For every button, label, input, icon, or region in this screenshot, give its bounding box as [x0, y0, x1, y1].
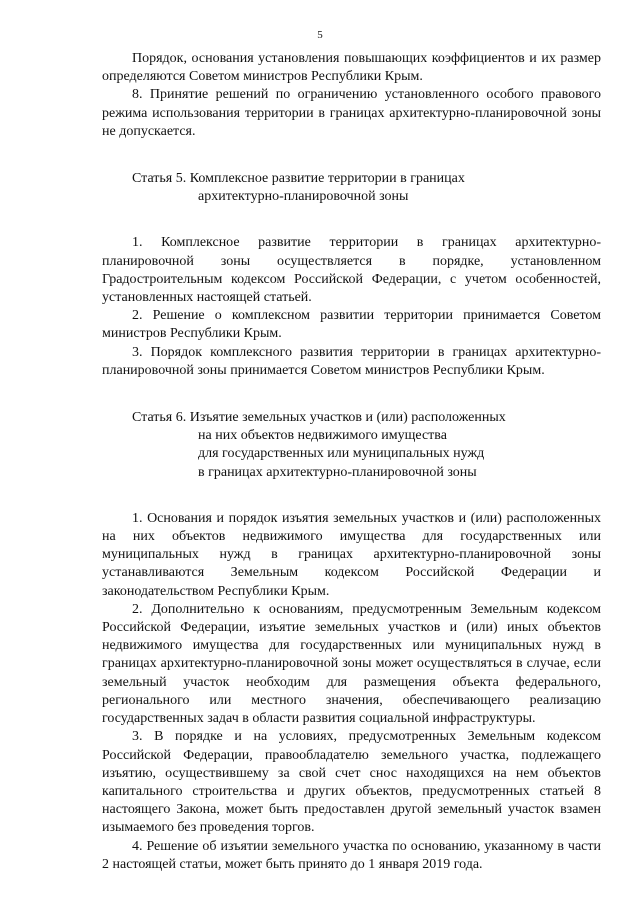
article-6-paragraph-4: 4. Решение об изъятии земельного участка по основанию, указанному в части 2 настоящей статьи, может быть принято до 1 января 2019 года.: [102, 838, 601, 872]
article-5-heading-line1: Статья 5. Комплексное развитие территории в границах: [132, 171, 465, 187]
article-6-heading-line3: для государственных или муниципальных нужд: [198, 446, 485, 462]
spacer: [102, 482, 601, 510]
article-5-heading: [102, 170, 601, 206]
article-5-paragraph-3: 3. Порядок комплексного развития территории в границах архитектурно-планировочной зоны принимается Советом министров Республики Крым.: [102, 344, 601, 378]
article-6-paragraph-2: 2. Дополнительно к основаниям, предусмотренным Земельным кодексом Российской Федерации, изъятие земельных участков и (или) иных объектов недвижимого имущества для государственных или муниципальных нужд в границах архитектурно-планировочной зоны может осуществляться в случае, если земельный участок необходим для размещения объекта федерального, регионального или местного значения, обеспечивающего реализацию государственных задач в области развития социальной инфраструктуры.: [102, 601, 601, 727]
paragraph-8: 8. Принятие решений по ограничению установленного особого правового режима использования территории в границах архитектурно-планировочной зоны не допускается.: [102, 87, 601, 139]
paragraph-coefficients: Порядок, основания установления повышающих коэффициентов и их размер определяются Советом министров Республики Крым.: [102, 51, 601, 85]
article-6-paragraph-1: 1. Основания и порядок изъятия земельных участков и (или) расположенных на них объектов недвижимого имущества для государственных или муниципальных нужд в границах архитектурно-планировочной зоны устанавливаются Земельным кодексом Российской Федерации и законодательством Республики Крым.: [102, 510, 601, 599]
article-6-heading-line1: Статья 6. Изъятие земельных участков и (или) расположенных: [132, 410, 506, 426]
spacer: [102, 206, 601, 234]
article-6-heading: [102, 409, 601, 482]
article-6-heading-line4: в границах архитектурно-планировочной зоны: [198, 464, 477, 480]
document-body: [102, 50, 601, 874]
article-6-heading-line2: на них объектов недвижимого имущества: [198, 428, 447, 444]
article-5-heading-line2: архитектурно-планировочной зоны: [198, 189, 409, 205]
page-number: 5: [317, 29, 323, 41]
article-6-paragraph-3: 3. В порядке и на условиях, предусмотренных Земельным кодексом Российской Федерации, правообладателю земельного участка, подлежащего изъятию, осуществившему за свой счет снос находящихся на нем объектов капитального строительства и других объектов, предусмотренных статьей 8 настоящего Закона, может быть предоставлен другой земельный участок взамен изымаемого без проведения торгов.: [102, 729, 601, 836]
article-5-paragraph-1: 1. Комплексное развитие территории в границах архитектурно-планировочной зоны осуществляется в порядке, установленном Градостроительным кодексом Российской Федерации, с учетом особенностей, установленных настоящей статьей.: [102, 235, 601, 306]
article-5-paragraph-2: 2. Решение о комплексном развитии территории принимается Советом министров Республики Крым.: [102, 308, 601, 342]
spacer: [102, 141, 601, 170]
spacer: [102, 380, 601, 409]
